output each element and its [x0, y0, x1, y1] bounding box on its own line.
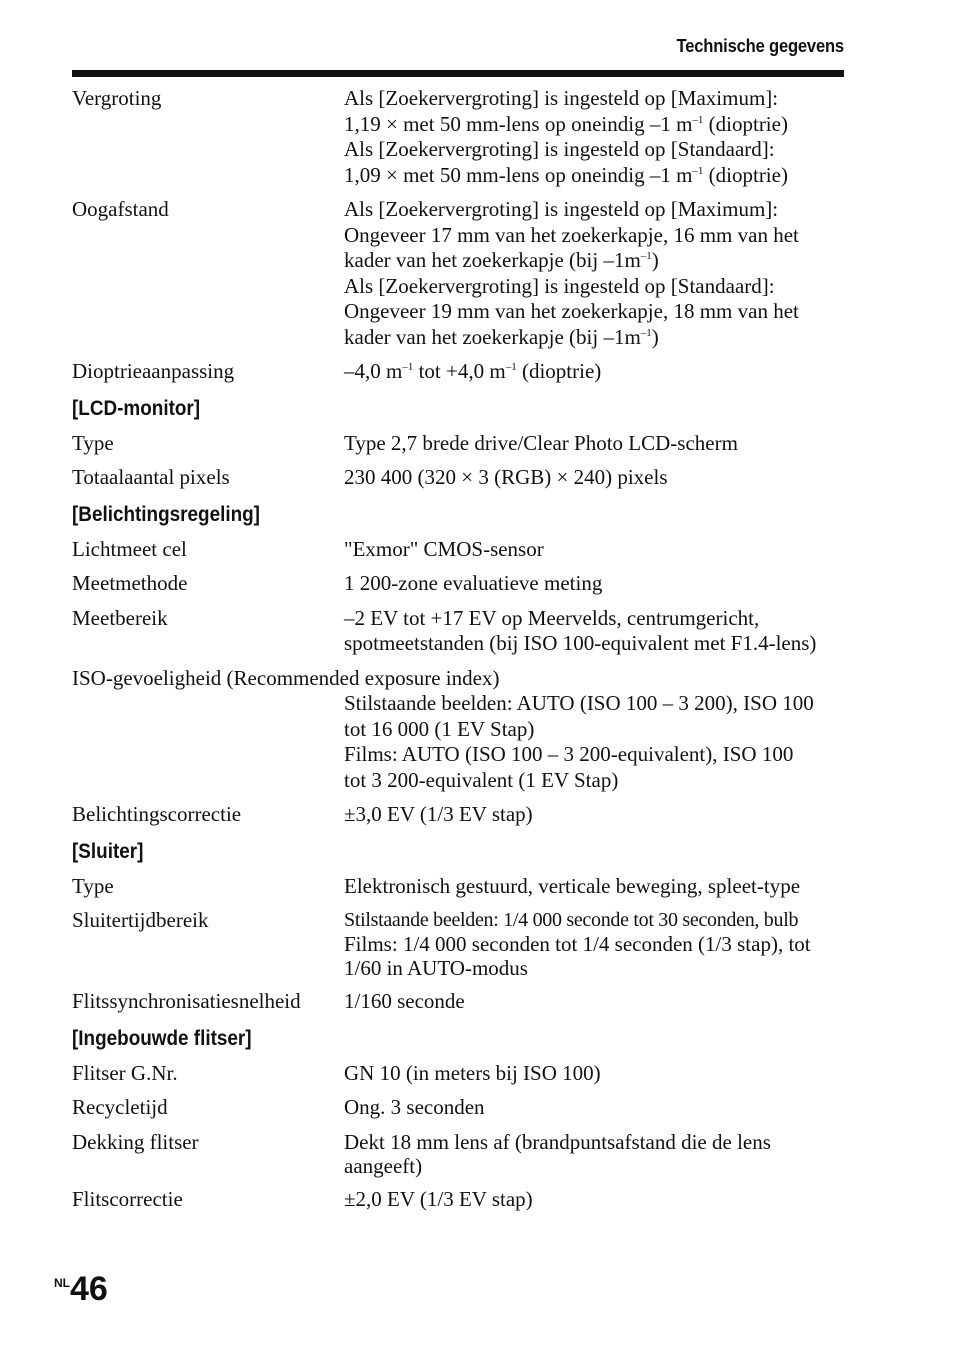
spec-label: Meetbereik — [72, 605, 168, 630]
value-line: tot 16 000 (1 EV Stap) — [344, 716, 535, 741]
spec-label: Sluitertijdbereik — [72, 908, 209, 932]
spec-label: Meetmethode — [72, 571, 188, 595]
spec-row-flash-sync — [72, 989, 862, 1015]
spec-value: Ong. 3 seconden — [344, 1095, 485, 1119]
section-heading-shutter: [Sluiter] — [72, 839, 144, 863]
page-number-value: 46 — [70, 1270, 108, 1308]
spec-row-flash-recycle — [72, 1095, 862, 1121]
value-line: Als [Zoekervergroting] is ingesteld op [Standaard]: — [344, 273, 775, 298]
spec-label: Lichtmeet cel — [72, 536, 187, 561]
running-header-title: Technische gegevens — [676, 36, 844, 56]
section-heading-exposure: [Belichtingsregeling] — [72, 502, 260, 526]
spec-value: "Exmor" CMOS-sensor — [344, 536, 544, 561]
spec-label: Type — [72, 430, 114, 455]
spec-value — [344, 1130, 862, 1178]
spec-label: Flitscorrectie — [72, 1186, 183, 1211]
spec-label: Flitser G.Nr. — [72, 1060, 178, 1085]
value-line: –2 EV tot +17 EV op Meervelds, centrumgericht, — [344, 605, 760, 630]
spec-value: 230 400 (320 × 3 (RGB) × 240) pixels — [344, 465, 668, 489]
spec-row-lcd-pixels — [72, 465, 862, 491]
spec-label: Dekking flitser — [72, 1129, 199, 1154]
value-line: kader van het zoekerkapje (bij $-1m^{-1}$) — [344, 324, 659, 349]
spec-value: 1 200-zone evaluatieve meting — [344, 571, 603, 595]
spec-value: Type 2,7 brede drive/Clear Photo LCD-scherm — [344, 430, 738, 455]
value-line: 1,19 × met 50 mm-lens op oneindig –1 $m^{-1}$ (dioptrie) — [344, 111, 788, 136]
spec-row-flash-gn — [72, 1061, 862, 1087]
value-line: Films: 1/4 000 seconden tot 1/4 seconden (1/3 stap), tot — [344, 932, 811, 956]
spec-row-lcd-type — [72, 431, 862, 457]
page-number — [54, 1270, 108, 1309]
spec-label: Vergroting — [72, 86, 162, 110]
spec-label: Totaalaantal pixels — [72, 465, 230, 489]
spec-row-oogafstand — [72, 197, 862, 350]
value-line: Stilstaande beelden: AUTO (ISO 100 – 3 200), ISO 100 — [344, 691, 814, 715]
spec-row-vergroting — [72, 86, 862, 188]
spec-row-flash-comp — [72, 1187, 862, 1213]
spec-row-shutter-range — [72, 908, 862, 980]
spec-value: ±3,0 EV (1/3 EV stap) — [344, 802, 533, 826]
value-line: 1,09 × met 50 mm-lens op oneindig –1 $m^{-1}$ (dioptrie) — [344, 162, 788, 187]
value-line: Ongeveer 19 mm van het zoekerkapje, 18 mm van het — [344, 299, 799, 323]
spec-value: 1/160 seconde — [344, 989, 465, 1013]
value-line: 1/60 in AUTO-modus — [344, 956, 528, 980]
spec-row-exposure-comp — [72, 802, 862, 828]
spec-label: Flitssynchronisatiesnelheid — [72, 989, 301, 1013]
section-heading-flash: [Ingebouwde flitser] — [72, 1026, 252, 1050]
spec-row-metering-range — [72, 606, 862, 657]
spec-label: Dioptrieaanpassing — [72, 359, 235, 383]
spec-value — [72, 691, 862, 793]
spec-row-shutter-type — [72, 874, 862, 900]
spec-value — [344, 606, 862, 657]
value-line: Als [Zoekervergroting] is ingesteld op [Standaard]: — [344, 137, 775, 161]
header-rule — [72, 70, 844, 77]
value-line: spotmeetstanden (bij ISO 100-equivalent met F1.4-lens) — [344, 631, 817, 655]
spec-value: ±2,0 EV (1/3 EV stap) — [344, 1186, 533, 1211]
value-line: Ongeveer 17 mm van het zoekerkapje, 16 mm van het — [344, 222, 799, 247]
spec-label: Recycletijd — [72, 1095, 168, 1119]
spec-value — [344, 86, 862, 188]
value-line: kader van het zoekerkapje (bij $-1m^{-1}$) — [344, 248, 659, 272]
language-prefix: NL — [54, 1276, 70, 1290]
spec-row-dioptrie — [72, 359, 862, 385]
spec-value: GN 10 (in meters bij ISO 100) — [344, 1060, 601, 1085]
value-line: Dekt 18 mm lens af (brandpuntsafstand die de lens — [344, 1129, 771, 1154]
spec-value — [344, 197, 862, 350]
value-line: tot 3 200-equivalent (1 EV Stap) — [344, 767, 619, 792]
value-line: Films: AUTO (ISO 100 – 3 200-equivalent), ISO 100 — [344, 742, 794, 766]
spec-label: Oogafstand — [72, 197, 169, 221]
spec-row-metering-cell — [72, 537, 862, 563]
value-line: Als [Zoekervergroting] is ingesteld op [Maximum]: — [344, 197, 779, 221]
spec-label: ISO-gevoeligheid (Recommended exposure index) — [72, 665, 500, 690]
spec-row-metering-method — [72, 571, 862, 597]
spec-value: –4,0 $m^{-1}$ tot +4,0 $m^{-1}$ (dioptrie) — [344, 359, 602, 383]
spec-label: Belichtingscorrectie — [72, 802, 242, 826]
value-line: Stilstaande beelden: 1/4 000 seconde tot 30 seconden, bulb — [344, 909, 799, 931]
spec-row-iso — [72, 666, 862, 794]
spec-label: Type — [72, 873, 114, 898]
value-line: aangeeft) — [344, 1153, 423, 1178]
spec-row-flash-coverage — [72, 1130, 862, 1178]
section-heading-lcd: [LCD-monitor] — [72, 396, 201, 420]
value-line: Als [Zoekervergroting] is ingesteld op [Maximum]: — [344, 86, 779, 110]
spec-content — [72, 86, 862, 1221]
spec-value — [344, 908, 862, 980]
spec-value: Elektronisch gestuurd, verticale beweging, spleet-type — [344, 873, 801, 898]
